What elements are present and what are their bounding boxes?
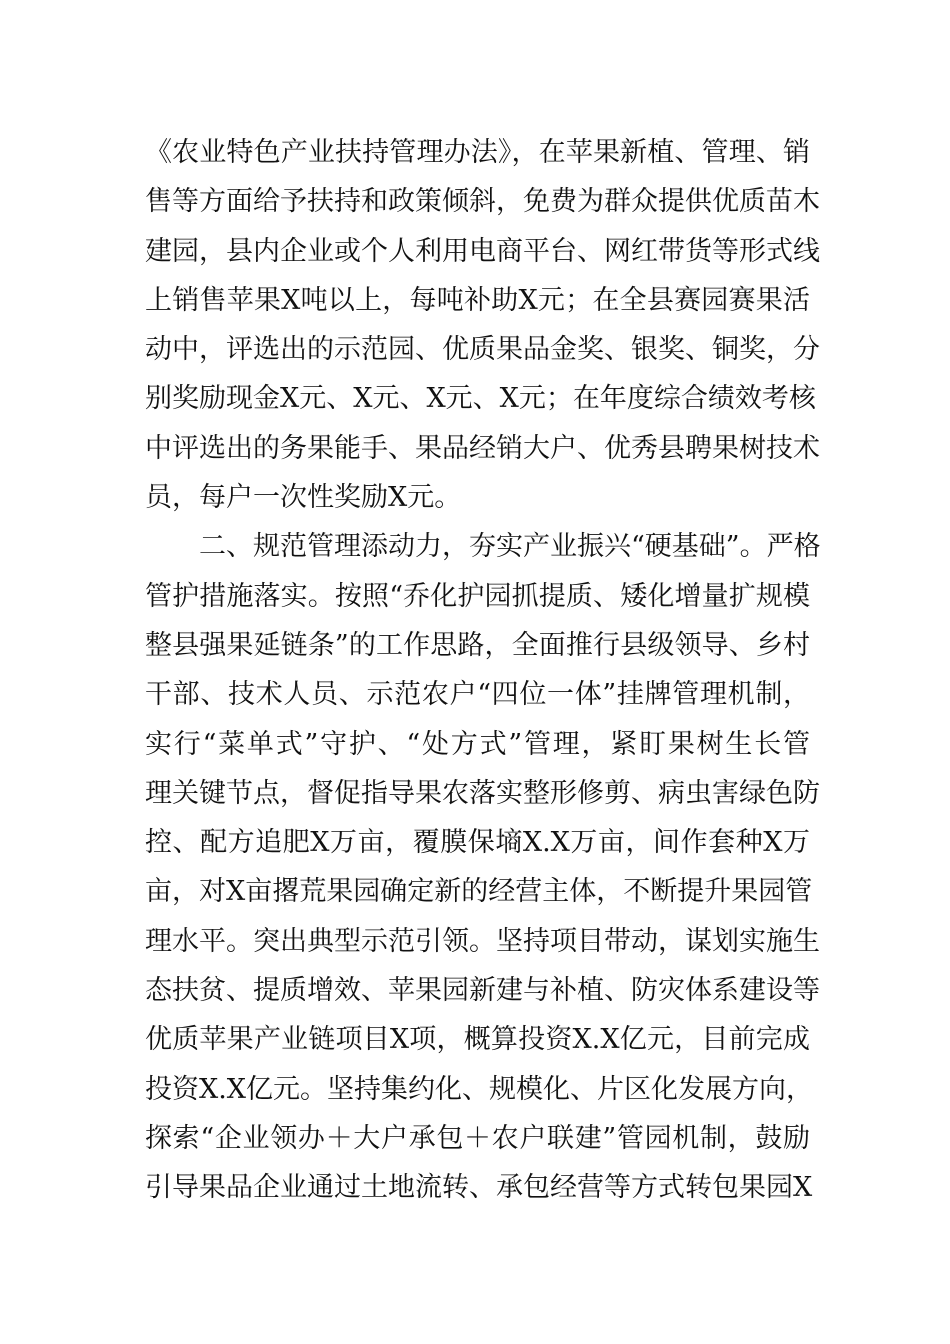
- text-line: 理关键节点，督促指导果农落实整形修剪、病虫害绿色防: [145, 777, 820, 809]
- text-line: 中评选出的务果能手、果品经销大户、优秀县聘果树技术: [145, 432, 820, 464]
- text-line: 整县强果延链条”的工作思路，全面推行县级领导、乡村: [145, 629, 810, 661]
- text-line: 建园，县内企业或个人利用电商平台、网红带货等形式线: [145, 235, 820, 267]
- text-line: 干部、技术人员、示范农户“四位一体”挂牌管理机制，: [145, 679, 810, 711]
- text-line: 优质苹果产业链项目X项，概算投资X.X亿元，目前完成: [145, 1024, 810, 1056]
- paragraph-1: [145, 128, 820, 522]
- text-line: 售等方面给予扶持和政策倾斜，免费为群众提供优质苗木: [145, 186, 820, 218]
- text-line: 上销售苹果X吨以上，每吨补助X元；在全县赛园赛果活: [145, 284, 810, 316]
- text-line: 别奖励现金X元、X元、X元、X元；在年度综合绩效考核: [145, 383, 816, 415]
- text-line: 员，每户一次性奖励X元。: [145, 482, 462, 514]
- text-line: 投资X.X亿元。坚持集约化、规模化、片区化发展方向，: [145, 1073, 814, 1105]
- text-line: 《农业特色产业扶持管理办法》，在苹果新植、管理、销: [145, 137, 810, 168]
- text-line: 探索“企业领办＋大户承包＋农户联建”管园机制，鼓励: [145, 1122, 810, 1154]
- text-line: 实行“菜单式”守护、“处方式”管理，紧盯果树生长管: [145, 728, 810, 760]
- text-line: 理水平。突出典型示范引领。坚持项目带动，谋划实施生: [145, 925, 820, 957]
- text-line: 二、规范管理添动力，夯实产业振兴“硬基础”。严格: [199, 531, 821, 563]
- document-body: [145, 128, 821, 1213]
- paragraph-2: [145, 522, 821, 1212]
- text-line: 动中，评选出的示范园、优质果品金奖、银奖、铜奖，分: [145, 334, 820, 366]
- text-line: 引导果品企业通过土地流转、承包经营等方式转包果园X: [145, 1172, 813, 1204]
- text-line: 管护措施落实。按照“乔化护园抓提质、矮化增量扩规模: [145, 580, 810, 612]
- text-line: 亩，对X亩撂荒果园确定新的经营主体，不断提升果园管: [145, 876, 813, 908]
- text-line: 态扶贫、提质增效、苹果园新建与补植、防灾体系建设等: [145, 975, 820, 1007]
- text-line: 控、配方追肥X万亩，覆膜保墒X.X万亩，间作套种X万: [145, 827, 810, 859]
